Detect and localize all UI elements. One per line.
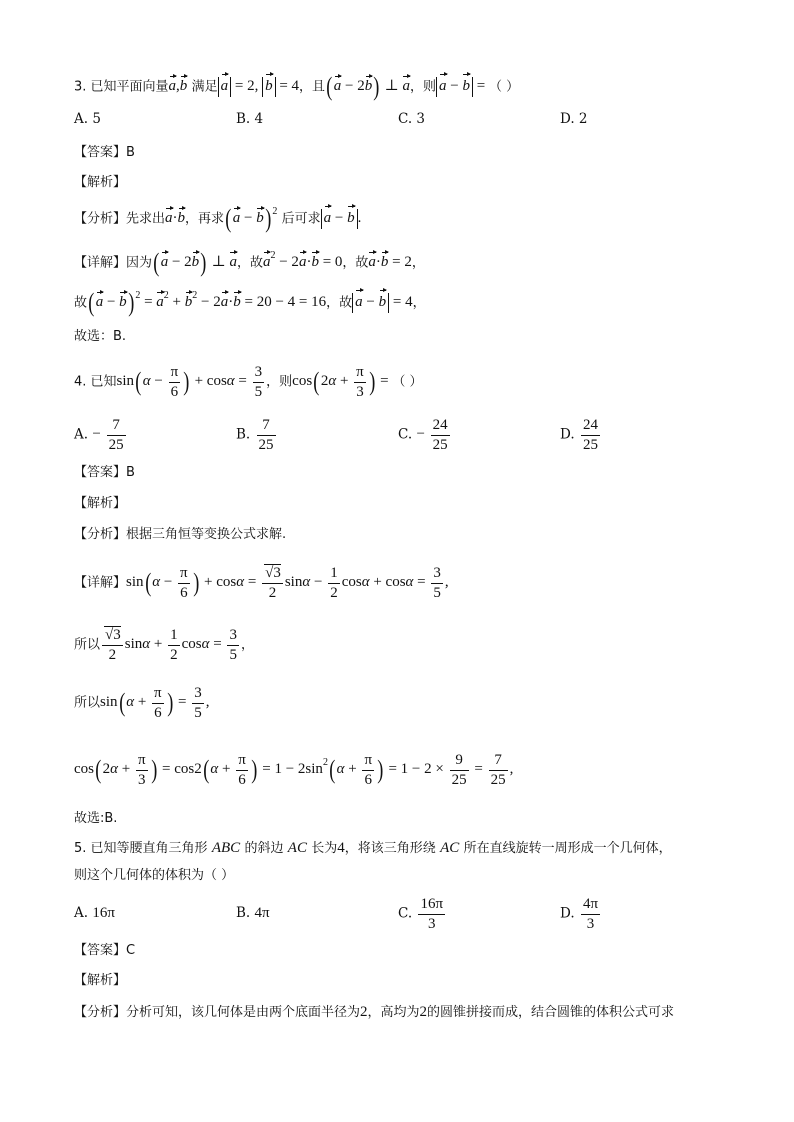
- q5-stem-ac: AC: [440, 840, 460, 856]
- q5-stem-text: 所在直线旋转一周形成一个几何体，: [463, 841, 672, 856]
- q3-option-d: D. 2: [560, 111, 588, 127]
- q5-fenxi-text: 【分析】分析可知，该几何体是由两个底面半径为: [74, 1005, 361, 1020]
- q5-fenxi-text: ，高均为: [367, 1005, 420, 1020]
- q5-analysis-heading: 【解析】: [74, 973, 127, 988]
- q3-fenxi-label: 【分析】: [74, 211, 127, 227]
- q4-option-d: D. $\frac{24}{25}$: [560, 417, 598, 453]
- q5-fenxi-text: 的圆锥拼接而成，结合圆锥的体积公式可求: [427, 1005, 675, 1020]
- q3-stem-text: ，且: [299, 79, 326, 95]
- q3-fenxi-text: 先求出: [126, 211, 166, 227]
- q4-option-a-label: A.: [74, 426, 89, 443]
- q5-option-c-label: C.: [398, 905, 413, 922]
- q3-stem-blank: （ ）: [488, 79, 520, 95]
- q4-option-b: B. $\frac{7}{25}$: [236, 417, 274, 453]
- q5-option-b: B. 4π: [236, 905, 270, 921]
- q5-option-c: C. $\frac{16\pi}{3}$: [398, 896, 444, 932]
- q5-stem-4: 4: [337, 840, 345, 856]
- q5-stem-abc: ABC: [211, 840, 241, 856]
- q3-xiangjie-text: ，故: [236, 255, 263, 271]
- q5-stem-line1: [74, 841, 672, 856]
- q3-derivation-text: 故: [74, 295, 88, 311]
- q4-option-a: A. − $\frac{7}{25}$: [74, 417, 124, 453]
- q4-step4: cos(2α + $\frac{\pi}{3}$ ) = cos2(α + $\frac{\pi}{6}$ ) = $1 - 2\sin^2(\alpha$ + $\frac{\pi}{6}$ ) = 1 − 2 × $\frac{9}{25}$ = $\frac{7}{25}$ ,: [74, 752, 514, 788]
- q5-option-b-label: B.: [236, 905, 251, 921]
- q4-stem-blank: （ ）: [392, 374, 423, 390]
- q5-fenxi-num: 2: [419, 1004, 428, 1020]
- q5-option-a: A. 16π: [74, 905, 115, 921]
- q3-option-b: B. 4: [236, 111, 264, 127]
- q5-stem-line2: 则这个几何体的体积为（ ）: [74, 868, 235, 883]
- q5-stem-text: 长为: [311, 841, 338, 856]
- q4-analysis-heading: 【解析】: [74, 496, 127, 511]
- q5-stem-text: ，将该三角形绕: [344, 841, 436, 856]
- q3-option-c: C. 3: [398, 111, 426, 127]
- q4-option-d-label: D.: [560, 426, 575, 443]
- q4-step3-text: 所以: [74, 695, 101, 711]
- q4-option-c: C. − $\frac{24}{25}$: [398, 417, 448, 453]
- q4-fenxi: 【分析】根据三角恒等变换公式求解.: [74, 527, 287, 542]
- q5-stem-text: 的斜边: [244, 841, 284, 856]
- q5-fenxi-num: 2: [360, 1004, 368, 1020]
- q5-stem-ac: AC: [287, 840, 307, 856]
- q5-fenxi: [74, 1005, 674, 1020]
- q5-option-d: D. $\frac{4\pi}{3}$: [560, 896, 599, 932]
- q3-fenxi: 【分析】先求出a·b，再求$(a - b)^2$ 后可求 a − b .: [74, 204, 362, 233]
- q3-xiangjie-text: ，故: [342, 255, 369, 271]
- q3-analysis-heading: 【解析】: [74, 175, 127, 190]
- q3-conclusion: 故选：B.: [74, 329, 127, 344]
- q3-stem: 3. 已知平面向量a,b 满足 a = 2, b = 4，且(a − 2b) ⊥ a，则 a − b = （ ）: [74, 72, 520, 101]
- q5-answer: 【答案】C: [74, 943, 136, 958]
- q3-stem-text: 3. 已知平面向量: [74, 79, 169, 95]
- q4-xiangjie-label: 【详解】: [74, 575, 127, 591]
- q4-option-b-label: B.: [236, 426, 251, 443]
- q3-xiangjie-label: 【详解】: [74, 255, 127, 271]
- q3-fenxi-text: 后可求: [281, 211, 321, 227]
- q3-stem-text: 满足: [191, 79, 218, 95]
- q4-stem: 4. 已知sin(α − $\frac{\pi}{6}$ ) + cosα = $\frac{3}{5}$ ，则cos(2α + $\frac{\pi}{3}$ ) = （ ）: [74, 364, 423, 400]
- q4-xiangjie: 【详解】sin(α − $\frac{\pi}{6}$ ) + cosα = $\frac{√3}{2}$ sinα − $\frac{1}{2}$ cosα + cosα = $\frac{3}{5}$ ,: [74, 565, 449, 601]
- q5-stem-text: 5. 已知等腰直角三角形: [74, 841, 208, 856]
- q4-stem-text: 4. 已知: [74, 374, 117, 390]
- q4-step2-text: 所以: [74, 637, 101, 653]
- q4-step2: 所以 $\frac{√3}{2}$ sinα + $\frac{1}{2}$ cosα = $\frac{3}{5}$ ，: [74, 627, 254, 663]
- q3-xiangjie-text: 因为: [126, 255, 153, 271]
- q3-answer: 【答案】B: [74, 145, 135, 160]
- q4-stem-text: ，则: [266, 374, 293, 390]
- q5-option-a-label: A.: [74, 905, 89, 921]
- q3-fenxi-text: ，再求: [185, 211, 225, 227]
- q3-derivation: 故$(a - b)^2 = a^2 + b^2 - 2a\cdot b = 20 - 4 = 16$，故 a − b = 4，: [74, 288, 426, 317]
- q4-answer: 【答案】B: [74, 465, 135, 480]
- q4-conclusion: 故选:B.: [74, 811, 118, 826]
- q4-option-c-label: C.: [398, 426, 413, 443]
- q4-step3: 所以sin(α + $\frac{\pi}{6}$ ) = $\frac{3}{5}$ ,: [74, 685, 210, 721]
- q5-option-d-label: D.: [560, 905, 575, 922]
- q3-stem-text: ，则: [409, 79, 436, 95]
- q3-option-a: A. 5: [74, 111, 101, 127]
- q3-derivation-text: ，故: [326, 295, 353, 311]
- q3-xiangjie: 【详解】因为(a − 2b) ⊥ a，故$a^2 - 2a\cdot b = 0$，故a·b = 2，: [74, 248, 425, 277]
